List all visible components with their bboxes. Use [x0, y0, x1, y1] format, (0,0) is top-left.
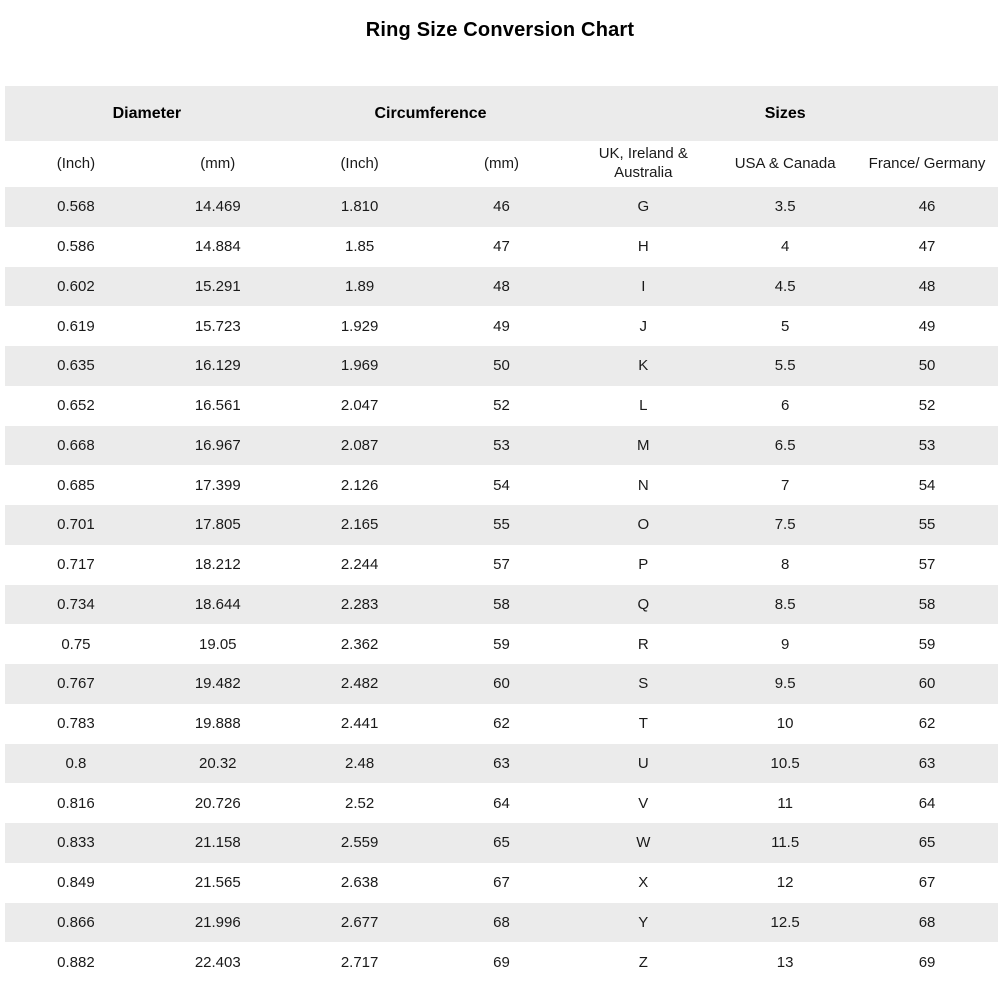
- table-cell: 2.52: [345, 794, 375, 812]
- table-cell: M: [572, 426, 714, 466]
- table-cell: 6.5: [714, 426, 856, 466]
- table-cell: 46: [431, 187, 573, 227]
- table-cell: 68: [856, 903, 998, 943]
- table-cell: 9: [780, 635, 790, 653]
- table-cell: U: [572, 744, 714, 784]
- table-cell: 14.469: [147, 187, 289, 227]
- table-cell: 63: [431, 744, 573, 784]
- group-header-diameter: Diameter: [5, 86, 289, 141]
- table-cell: 50: [856, 346, 998, 386]
- table-cell: X: [638, 874, 649, 892]
- table-cell: 57: [493, 556, 510, 574]
- table-cell: Z: [638, 953, 648, 971]
- column-group-header-row: [5, 86, 998, 141]
- table-cell: 69: [493, 953, 510, 971]
- col-header-diameter-mm: (mm): [147, 141, 289, 187]
- table-cell: 2.677: [289, 903, 431, 943]
- table-cell: 2.087: [289, 426, 431, 466]
- table-cell: 2.047: [340, 397, 379, 415]
- table-cell: 0.717: [57, 556, 95, 574]
- table-cell: 60: [431, 664, 573, 704]
- table-cell: 11.5: [714, 823, 856, 863]
- table-cell: 50: [431, 346, 573, 386]
- table-cell: 69: [918, 953, 936, 971]
- table-cell: 5.5: [714, 346, 856, 386]
- table-row: [5, 744, 998, 784]
- table-row: [5, 267, 998, 307]
- table-cell: 49: [918, 317, 936, 335]
- table-cell: 0.602: [5, 267, 147, 307]
- table-cell: T: [638, 715, 648, 733]
- table-row: [5, 426, 998, 466]
- table-cell: 63: [856, 744, 998, 784]
- table-cell: 19.05: [198, 635, 237, 653]
- table-row: [5, 664, 998, 704]
- table-cell: 7.5: [714, 505, 856, 545]
- column-header-row: [5, 141, 998, 187]
- table-cell: 49: [493, 317, 510, 335]
- table-cell: 9.5: [714, 664, 856, 704]
- table-cell: 5: [780, 317, 790, 335]
- table-cell: 21.996: [147, 903, 289, 943]
- table-cell: S: [572, 664, 714, 704]
- table-cell: 21.565: [194, 874, 241, 892]
- col-header-france-germany: France/ Germany: [856, 141, 998, 187]
- table-row: [5, 227, 998, 267]
- table-row: [5, 187, 998, 227]
- table-cell: 16.129: [147, 346, 289, 386]
- table-cell: 2.283: [289, 585, 431, 625]
- table-cell: 15.723: [194, 317, 241, 335]
- table-cell: Q: [572, 585, 714, 625]
- table-cell: 10: [776, 715, 794, 733]
- table-cell: 0.568: [5, 187, 147, 227]
- table-cell: 65: [856, 823, 998, 863]
- table-cell: 8: [780, 556, 790, 574]
- table-cell: 14.884: [194, 238, 241, 256]
- table-row: [5, 306, 998, 346]
- table-cell: 19.888: [194, 715, 241, 733]
- table-cell: 0.849: [57, 874, 95, 892]
- table-cell: O: [572, 505, 714, 545]
- table-cell: 59: [918, 635, 936, 653]
- table-cell: 0.685: [57, 476, 95, 494]
- table-cell: 53: [856, 426, 998, 466]
- table-cell: 0.8: [5, 744, 147, 784]
- table-row: [5, 505, 998, 545]
- table-cell: 2.441: [340, 715, 379, 733]
- table-cell: 59: [493, 635, 510, 653]
- table-cell: 0.816: [57, 794, 95, 812]
- table-cell: 62: [493, 715, 510, 733]
- ring-size-conversion-table: [5, 86, 998, 982]
- table-cell: 17.805: [147, 505, 289, 545]
- table-cell: 0.783: [57, 715, 95, 733]
- table-cell: 18.644: [147, 585, 289, 625]
- table-cell: 22.403: [194, 953, 241, 971]
- page-title: Ring Size Conversion Chart: [365, 19, 635, 41]
- table-cell: 64: [918, 794, 936, 812]
- col-header-circumference-inch: (Inch): [289, 141, 431, 187]
- table-cell: J: [639, 317, 648, 335]
- table-cell: 2.48: [289, 744, 431, 784]
- table-cell: 21.158: [147, 823, 289, 863]
- table-cell: 19.482: [147, 664, 289, 704]
- table-cell: 57: [918, 556, 936, 574]
- table-cell: 65: [431, 823, 573, 863]
- table-cell: 55: [856, 505, 998, 545]
- table-cell: 2.482: [289, 664, 431, 704]
- table-row: [5, 783, 998, 823]
- table-cell: 16.967: [147, 426, 289, 466]
- table-body: [5, 187, 998, 982]
- col-header-usa-canada: USA & Canada: [714, 141, 856, 187]
- table-cell: 10.5: [714, 744, 856, 784]
- table-cell: 4.5: [714, 267, 856, 307]
- table-cell: 20.32: [147, 744, 289, 784]
- table-cell: 58: [431, 585, 573, 625]
- table-cell: 0.767: [5, 664, 147, 704]
- table-cell: Y: [572, 903, 714, 943]
- table-cell: 6: [780, 397, 790, 415]
- table-cell: 2.165: [289, 505, 431, 545]
- table-cell: 54: [493, 476, 510, 494]
- table-cell: 13: [776, 953, 794, 971]
- table-cell: 52: [918, 397, 936, 415]
- table-cell: 64: [493, 794, 510, 812]
- table-cell: 1.85: [345, 238, 375, 256]
- table-cell: 52: [493, 397, 510, 415]
- table-cell: 2.638: [340, 874, 379, 892]
- table-cell: 62: [918, 715, 936, 733]
- col-header-circumference-mm: (mm): [431, 141, 573, 187]
- table-row: [5, 585, 998, 625]
- table-cell: 8.5: [714, 585, 856, 625]
- table-row: [5, 942, 998, 982]
- table-cell: 0.619: [57, 317, 95, 335]
- table-cell: 0.866: [5, 903, 147, 943]
- table-cell: 60: [856, 664, 998, 704]
- table-cell: 18.212: [194, 556, 241, 574]
- table-cell: N: [637, 476, 649, 494]
- table-cell: V: [638, 794, 649, 812]
- table-row: [5, 465, 998, 505]
- table-row: [5, 823, 998, 863]
- table-cell: G: [572, 187, 714, 227]
- table-cell: 4: [780, 238, 790, 256]
- table-cell: 47: [493, 238, 510, 256]
- table-cell: 0.668: [5, 426, 147, 466]
- table-cell: 0.734: [5, 585, 147, 625]
- table-cell: 0.833: [5, 823, 147, 863]
- table-row: [5, 863, 998, 903]
- table-row: [5, 624, 998, 664]
- table-cell: 0.652: [57, 397, 95, 415]
- table-cell: 0.701: [5, 505, 147, 545]
- table-row: [5, 903, 998, 943]
- table-cell: W: [572, 823, 714, 863]
- table-cell: 20.726: [194, 794, 241, 812]
- table-cell: 54: [918, 476, 936, 494]
- table-cell: 46: [856, 187, 998, 227]
- group-header-sizes: Sizes: [572, 86, 998, 141]
- table-cell: 0.882: [57, 953, 95, 971]
- table-cell: I: [572, 267, 714, 307]
- table-row: [5, 545, 998, 585]
- table-cell: 48: [856, 267, 998, 307]
- table-cell: 12: [776, 874, 794, 892]
- table-cell: 7: [780, 476, 790, 494]
- table-cell: 1.810: [289, 187, 431, 227]
- table-cell: 0.75: [61, 635, 91, 653]
- table-cell: 1.929: [340, 317, 379, 335]
- table-cell: R: [637, 635, 649, 653]
- table-cell: 2.126: [340, 476, 379, 494]
- col-header-uk-ireland-australia: UK, Ireland & Australia: [572, 141, 714, 187]
- col-header-diameter-inch: (Inch): [5, 141, 147, 187]
- table-cell: P: [638, 556, 649, 574]
- table-row: [5, 386, 998, 426]
- table-cell: 58: [856, 585, 998, 625]
- table-cell: 2.362: [340, 635, 379, 653]
- table-cell: 3.5: [714, 187, 856, 227]
- table-cell: 67: [493, 874, 510, 892]
- table-cell: 55: [431, 505, 573, 545]
- table-cell: 15.291: [147, 267, 289, 307]
- table-cell: 53: [431, 426, 573, 466]
- group-header-circumference: Circumference: [289, 86, 573, 141]
- table-cell: 0.635: [5, 346, 147, 386]
- table-cell: 2.559: [289, 823, 431, 863]
- table-cell: 2.244: [340, 556, 379, 574]
- table-cell: 16.561: [194, 397, 241, 415]
- table-cell: 2.717: [340, 953, 379, 971]
- table-cell: L: [639, 397, 648, 415]
- table-row: [5, 704, 998, 744]
- table-cell: 67: [918, 874, 936, 892]
- table-cell: 47: [918, 238, 936, 256]
- table-cell: K: [572, 346, 714, 386]
- table-cell: 1.89: [289, 267, 431, 307]
- table-cell: 1.969: [289, 346, 431, 386]
- table-cell: 48: [431, 267, 573, 307]
- table-cell: 68: [431, 903, 573, 943]
- table-row: [5, 346, 998, 386]
- table-cell: 17.399: [194, 476, 241, 494]
- table-cell: H: [637, 238, 649, 256]
- table-cell: 12.5: [714, 903, 856, 943]
- table-cell: 11: [777, 794, 793, 812]
- table-cell: 0.586: [57, 238, 95, 256]
